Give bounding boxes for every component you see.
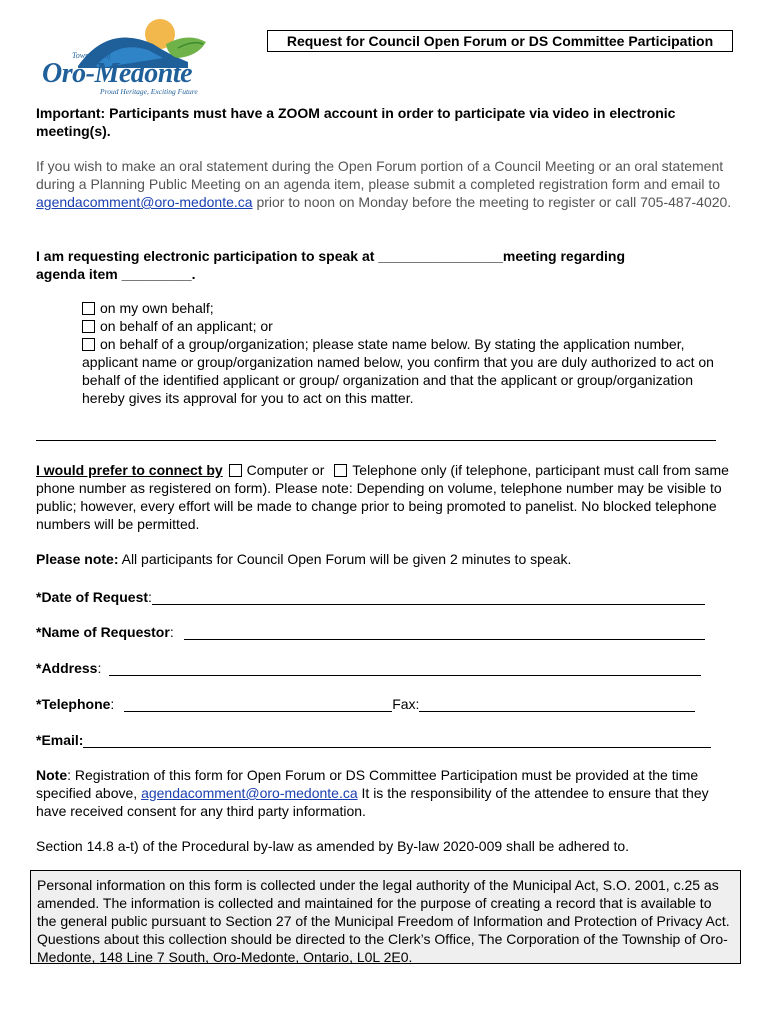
intro-paragraph: [36, 157, 736, 211]
intro-text-1: If you wish to make an oral statement during the Open Forum portion of a Council Meeting or an oral statement during a Planning Public Meeting on an agenda item, please submit a completed registration form and email to: [36, 158, 724, 192]
option-applicant: [82, 317, 737, 335]
group-name-line[interactable]: [36, 440, 716, 441]
agenda-item-line[interactable]: agenda item _________.: [36, 266, 196, 282]
please-note-text: All participants for Council Open Forum will be given 2 minutes to speak.: [118, 551, 572, 567]
please-note: [36, 550, 736, 568]
name-field-row: *Name of Requestor:: [36, 623, 705, 641]
township-logo: [38, 14, 210, 94]
connect-telephone-label: Telephone only (if telephone, participant must call from same phone number as registered on form). Please note: Depending on volume, telephone number may be visible to public; however, every effort will be made to change prior to being promoted to panelist. No blocked telephone numbers will be permitted.: [36, 462, 729, 532]
section-statement: Section 14.8 a-t) of the Procedural by-law as amended by By-law 2020-009 shall be adhered to.: [36, 838, 630, 854]
please-note-label: Please note:: [36, 551, 119, 567]
telephone-label: *Telephone: [36, 696, 111, 712]
note-label: Note: [36, 767, 68, 783]
date-field-row: *Date of Request:: [36, 588, 705, 606]
note-email-link[interactable]: agendacomment@oro-medonte.ca: [141, 785, 358, 801]
checkbox-applicant[interactable]: [82, 320, 95, 333]
request-text-1: I am requesting electronic participation to speak at: [36, 248, 379, 264]
note-text: : Registration of this form for Open Forum or DS Committee Participation must be provided at the time specified above,: [36, 767, 699, 801]
fax-field[interactable]: [419, 697, 695, 712]
date-label: *Date of Request: [36, 589, 149, 605]
checkbox-telephone[interactable]: [334, 464, 347, 477]
email-field-row: [36, 731, 711, 749]
note-paragraph: [36, 766, 736, 820]
important-notice: Important: Participants must have a ZOOM account in order to participate via video in electronic meeting(s).: [36, 105, 676, 139]
intro-text-2: prior to noon on Monday before the meeting to register or call 705-487-4020.: [252, 194, 732, 210]
privacy-notice: Personal information on this form is collected under the legal authority of the Municipal Act, S.O. 2001, c.25 as amended. The information is collected and maintained for the purpose of creating a record that is available to the general public pursuant to Section 27 of the Municipal Freedom of Information and Protection of Privacy Act. Questions about this collection should be directed to the Clerk’s Office, The Corporation of the Township of Oro-Medonte, 148 Line 7 South, Oro-Medonte, Ontario, L0L 2E0.: [30, 870, 741, 964]
connect-computer-label: Computer or: [246, 462, 325, 478]
option-group: [82, 335, 737, 407]
logo-name: Oro-Medonte: [42, 58, 193, 89]
telephone-field-row: *Telephone: Fax:: [36, 695, 695, 713]
option-group-label: on behalf of a group/organization; please state name below. By stating the application number, applicant name or group/organization named below, you confirm that you are duly authorized to act on behalf of the identified applicant or group/ organization and that the applicant or group/organization hereby gives its approval for you to act on this matter.: [82, 336, 714, 406]
note-after: It is the responsibility of the attendee to ensure that they have received consent for any third party information.: [36, 785, 709, 819]
meeting-blank[interactable]: ________________: [378, 248, 503, 264]
request-statement: [36, 247, 736, 283]
logo-tagline: Proud Heritage, Exciting Future: [100, 87, 198, 96]
connect-preference: [36, 461, 736, 533]
fax-label: Fax:: [392, 696, 420, 712]
option-own: [82, 299, 737, 317]
checkbox-computer[interactable]: [229, 464, 242, 477]
checkbox-group[interactable]: [82, 338, 95, 351]
address-field-row: *Address:: [36, 659, 701, 677]
address-label: *Address: [36, 660, 98, 676]
logo-township-text: Township of: [72, 51, 111, 60]
email-field[interactable]: [83, 733, 711, 748]
date-field[interactable]: [152, 590, 705, 605]
name-field[interactable]: [184, 625, 705, 640]
address-field[interactable]: [109, 661, 701, 676]
option-applicant-label: on behalf of an applicant; or: [100, 318, 273, 334]
option-own-label: on my own behalf;: [100, 300, 214, 316]
connect-label: I would prefer to connect by: [36, 462, 223, 478]
intro-email-link[interactable]: agendacomment@oro-medonte.ca: [36, 194, 253, 210]
checkbox-own[interactable]: [82, 302, 95, 315]
form-title: Request for Council Open Forum or DS Committee Participation: [267, 30, 733, 52]
name-label: *Name of Requestor: [36, 624, 170, 640]
behalf-options: [82, 299, 737, 407]
request-text-2: meeting regarding: [502, 248, 626, 264]
email-label: *Email:: [36, 732, 84, 748]
telephone-field[interactable]: [124, 697, 392, 712]
